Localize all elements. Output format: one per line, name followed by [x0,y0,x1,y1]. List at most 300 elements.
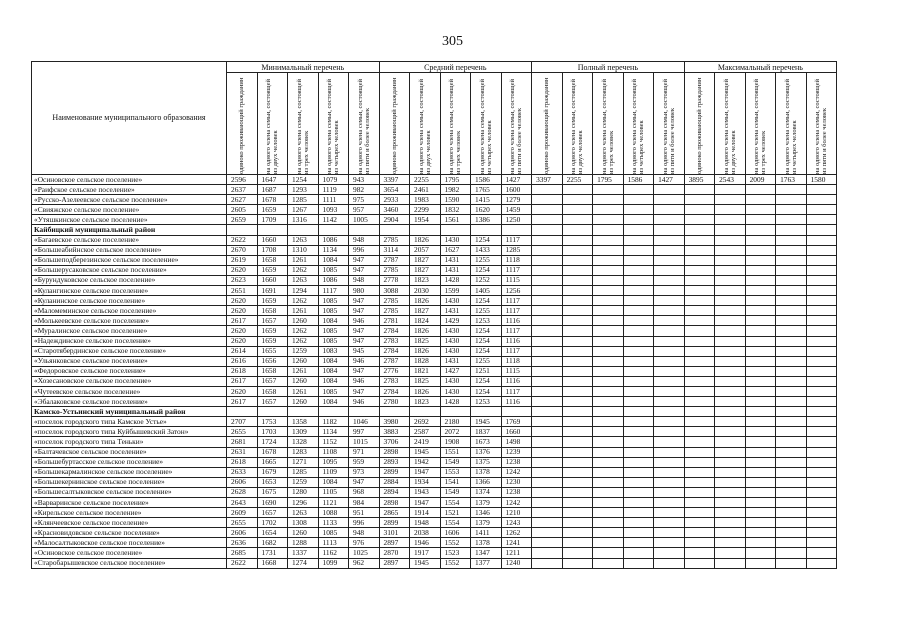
value-cell [776,316,807,326]
value-cell: 1709 [257,215,288,225]
table-row [32,296,837,306]
table-row [32,215,837,225]
value-cell [562,528,593,538]
value-cell [593,558,624,568]
value-cell [715,457,746,467]
table-row [32,336,837,346]
value-cell: 1827 [410,306,441,316]
value-cell: 2781 [379,316,410,326]
value-cell [562,185,593,195]
value-cell: 1586 [623,175,654,185]
value-cell: 1262 [288,326,319,336]
value-cell: 1379 [471,518,502,528]
value-cell: 1117 [501,235,532,245]
value-cell [684,366,715,376]
table-row [32,508,837,518]
value-cell: 1654 [257,528,288,538]
value-cell: 1599 [440,286,471,296]
value-cell [593,407,624,417]
value-cell [532,498,563,508]
value-cell: 2030 [410,286,441,296]
group-header-full: Полный перечень [532,62,685,73]
value-cell [562,215,593,225]
value-cell: 1251 [471,366,502,376]
value-cell [715,417,746,427]
value-cell [410,225,441,235]
value-cell [806,316,837,326]
value-cell [593,397,624,407]
value-cell: 1552 [440,558,471,568]
value-cell: 997 [349,427,380,437]
value-cell: 1552 [440,538,471,548]
value-cell [593,447,624,457]
value-cell [654,185,685,195]
value-cell: 1657 [257,376,288,386]
value-cell [532,296,563,306]
value-cell: 1308 [288,518,319,528]
subcolumn-header [440,73,471,175]
value-cell: 1947 [410,467,441,477]
value-cell [776,296,807,306]
value-cell [776,427,807,437]
value-cell [471,225,502,235]
value-cell: 1085 [318,306,349,316]
value-cell: 1687 [257,185,288,195]
value-cell: 1678 [257,447,288,457]
section-row [32,407,837,417]
value-cell: 2636 [227,538,258,548]
value-cell [684,477,715,487]
value-cell [318,407,349,417]
value-cell [715,275,746,285]
municipality-name: «Малосалтыковское сельское поселение» [32,538,227,548]
value-cell: 1255 [471,255,502,265]
value-cell [623,457,654,467]
value-cell: 1316 [288,215,319,225]
value-cell [562,417,593,427]
value-cell [806,245,837,255]
value-cell [562,427,593,437]
value-cell: 946 [349,356,380,366]
value-cell [684,275,715,285]
value-cell: 3654 [379,185,410,195]
value-cell: 1079 [318,175,349,185]
value-cell [379,407,410,417]
value-cell [684,185,715,195]
value-cell: 948 [349,235,380,245]
value-cell [623,518,654,528]
value-cell: 980 [349,286,380,296]
value-cell [745,346,776,356]
value-cell [532,205,563,215]
value-cell [654,528,685,538]
value-cell [776,225,807,235]
table-row [32,487,837,497]
value-cell: 2009 [745,175,776,185]
value-cell: 1702 [257,518,288,528]
value-cell: 1431 [440,265,471,275]
value-cell [623,467,654,477]
value-cell: 1254 [471,326,502,336]
value-cell: 1358 [288,417,319,427]
municipality-name: «Большеабийнское сельское поселение» [32,245,227,255]
value-cell: 1826 [410,386,441,396]
value-cell [593,518,624,528]
value-cell [776,306,807,316]
value-cell [623,427,654,437]
value-cell: 2904 [379,215,410,225]
value-cell [532,326,563,336]
value-cell: 947 [349,296,380,306]
table-row [32,467,837,477]
subcolumn-header-label: на одного члена семьи, состоящей из трех человек [600,79,615,174]
value-cell [623,417,654,427]
value-cell [501,225,532,235]
value-cell [562,306,593,316]
table-body [32,175,837,569]
value-cell: 2255 [562,175,593,185]
value-cell: 1459 [501,205,532,215]
value-cell: 1239 [501,447,532,457]
value-cell [745,265,776,275]
value-cell: 1263 [288,235,319,245]
value-cell [440,407,471,417]
value-cell: 1821 [410,366,441,376]
subcolumn-header-label: на одного члена семьи, состоящей из пяти и более человек [509,79,524,174]
subcolumn-header [257,73,288,175]
value-cell [745,225,776,235]
value-cell [715,528,746,538]
value-cell [593,286,624,296]
table-row [32,185,837,195]
subcolumn-header-label: на одного члена семьи, состоящей из пяти и более человек [661,79,676,174]
subcolumn-header-label: на одного члена семьи, состоящей из четырех человек [478,79,493,174]
value-cell [776,457,807,467]
value-cell: 962 [349,558,380,568]
value-cell [715,376,746,386]
value-cell [562,477,593,487]
value-cell: 1259 [288,346,319,356]
value-cell: 1083 [318,346,349,356]
value-cell [593,376,624,386]
value-cell: 2617 [227,316,258,326]
value-cell [715,397,746,407]
value-cell [745,296,776,306]
value-cell [715,447,746,457]
value-cell: 1133 [318,518,349,528]
value-cell [532,548,563,558]
value-cell: 1310 [288,245,319,255]
value-cell [776,376,807,386]
value-cell: 1261 [288,366,319,376]
municipality-name: «поселок городского типа Теньки» [32,437,227,447]
value-cell: 1285 [501,245,532,255]
value-cell [440,225,471,235]
value-cell: 1658 [257,386,288,396]
value-cell [776,195,807,205]
value-cell: 1116 [501,316,532,326]
value-cell: 1660 [257,275,288,285]
value-cell: 1267 [288,205,319,215]
subcolumn-header-label: одиноко проживающий гражданин [390,77,398,174]
value-cell [349,407,380,417]
value-cell [532,185,563,195]
value-cell: 946 [349,397,380,407]
value-cell: 2784 [379,386,410,396]
value-cell [562,195,593,205]
value-cell [593,366,624,376]
value-cell [806,346,837,356]
value-cell: 2783 [379,376,410,386]
value-cell [654,558,685,568]
value-cell [562,346,593,356]
value-cell [562,457,593,467]
value-cell [715,336,746,346]
value-cell [532,447,563,457]
value-cell [593,306,624,316]
subcolumn-header [745,73,776,175]
value-cell [410,407,441,417]
value-cell [715,487,746,497]
table-row [32,417,837,427]
value-cell [684,286,715,296]
value-cell: 2461 [410,185,441,195]
value-cell [532,215,563,225]
value-cell [593,296,624,306]
table-row [32,447,837,457]
value-cell [806,376,837,386]
municipality-name: «Русско-Азелеевское сельское поселение» [32,195,227,205]
value-cell: 1337 [288,548,319,558]
page-number: 305 [442,34,463,49]
value-cell: 1117 [501,326,532,336]
value-cell [745,528,776,538]
value-cell: 1117 [501,296,532,306]
value-cell [684,498,715,508]
value-cell [684,205,715,215]
municipality-name: «Варваринское сельское поселение» [32,498,227,508]
value-cell [501,407,532,417]
value-cell: 1116 [501,397,532,407]
value-cell: 2643 [227,498,258,508]
value-cell [745,235,776,245]
municipality-name: «Свияжское сельское поселение» [32,205,227,215]
value-cell [715,437,746,447]
value-cell: 1826 [410,326,441,336]
value-cell: 2619 [227,255,258,265]
value-cell [562,508,593,518]
value-cell [806,558,837,568]
value-cell [593,255,624,265]
value-cell [806,326,837,336]
value-cell: 996 [349,518,380,528]
table-row [32,538,837,548]
value-cell: 1211 [501,548,532,558]
value-cell [806,366,837,376]
value-cell: 2419 [410,437,441,447]
value-cell [806,386,837,396]
value-cell: 2543 [715,175,746,185]
value-cell [593,185,624,195]
value-cell [715,326,746,336]
value-cell: 2255 [410,175,441,185]
table-row [32,548,837,558]
value-cell [532,558,563,568]
value-cell: 1825 [410,336,441,346]
value-cell [745,286,776,296]
value-cell: 1659 [257,265,288,275]
value-cell: 1708 [257,245,288,255]
value-cell [623,487,654,497]
value-cell: 1823 [410,275,441,285]
table-row [32,437,837,447]
municipality-name: «Старобарышевское сельское поселение» [32,558,227,568]
value-cell: 1691 [257,286,288,296]
value-cell: 2622 [227,235,258,245]
value-cell: 1620 [471,205,502,215]
value-cell: 1378 [471,538,502,548]
value-cell [654,205,685,215]
value-cell [623,245,654,255]
value-cell [623,286,654,296]
value-cell [593,528,624,538]
value-cell [776,215,807,225]
value-cell: 1411 [471,528,502,538]
value-cell [715,205,746,215]
value-cell: 1084 [318,397,349,407]
value-cell [745,518,776,528]
value-cell: 1243 [501,518,532,528]
value-cell: 2898 [379,498,410,508]
value-cell [684,397,715,407]
value-cell: 2620 [227,386,258,396]
value-cell: 1261 [288,255,319,265]
value-cell [654,275,685,285]
value-cell: 1657 [257,508,288,518]
value-cell [776,366,807,376]
value-cell [806,235,837,245]
municipality-name: «Федоровское сельское поселение» [32,366,227,376]
value-cell: 1260 [288,528,319,538]
table-row [32,498,837,508]
value-cell [715,356,746,366]
value-cell [623,296,654,306]
value-cell: 2627 [227,195,258,205]
value-cell: 2787 [379,356,410,366]
value-cell [806,205,837,215]
value-cell: 2616 [227,356,258,366]
value-cell: 1117 [318,286,349,296]
value-cell [654,447,685,457]
value-cell: 1554 [440,498,471,508]
data-table [31,61,837,569]
value-cell [776,265,807,275]
value-cell [745,487,776,497]
value-cell [654,356,685,366]
value-cell [593,346,624,356]
value-cell: 2865 [379,508,410,518]
value-cell: 1658 [257,366,288,376]
value-cell [593,316,624,326]
table-row [32,558,837,568]
value-cell [593,275,624,285]
value-cell [745,498,776,508]
value-cell: 1947 [410,498,441,508]
value-cell [684,346,715,356]
value-cell: 1328 [288,437,319,447]
value-cell: 1908 [440,437,471,447]
value-cell [471,407,502,417]
value-cell: 1430 [440,336,471,346]
value-cell [745,407,776,417]
value-cell [684,356,715,366]
value-cell [593,548,624,558]
value-cell [654,397,685,407]
municipality-name: «Клянчеевское сельское поселение» [32,518,227,528]
value-cell [776,487,807,497]
value-cell: 1549 [440,487,471,497]
value-cell: 1580 [806,175,837,185]
value-cell: 1673 [471,437,502,447]
value-cell: 1657 [257,316,288,326]
value-cell: 1430 [440,346,471,356]
municipality-name: «Старотябердинское сельское поселение» [32,346,227,356]
value-cell: 1118 [501,255,532,265]
table-row [32,518,837,528]
value-cell [715,185,746,195]
value-cell [532,235,563,245]
value-cell: 1230 [501,477,532,487]
value-cell [562,437,593,447]
value-cell [623,548,654,558]
value-cell [562,366,593,376]
value-cell [623,356,654,366]
value-cell [745,326,776,336]
value-cell [776,275,807,285]
subcolumn-header-label: на одного члена семьи, состоящей из четырех человек [326,79,341,174]
value-cell [715,366,746,376]
value-cell: 1430 [440,326,471,336]
value-cell [806,185,837,195]
value-cell: 1256 [501,286,532,296]
value-cell [562,286,593,296]
value-cell [745,275,776,285]
value-cell: 1182 [318,417,349,427]
value-cell [776,205,807,215]
value-cell [623,275,654,285]
value-cell: 1946 [410,538,441,548]
value-cell [623,336,654,346]
value-cell [806,518,837,528]
value-cell: 1549 [440,457,471,467]
value-cell [654,508,685,518]
value-cell: 947 [349,326,380,336]
value-cell [684,316,715,326]
value-cell [562,376,593,386]
value-cell: 1374 [471,487,502,497]
value-cell [532,386,563,396]
value-cell [715,225,746,235]
value-cell [776,255,807,265]
value-cell [623,528,654,538]
value-cell [776,346,807,356]
value-cell: 2606 [227,528,258,538]
value-cell: 2898 [379,447,410,457]
value-cell [684,427,715,437]
value-cell [715,518,746,528]
value-cell: 2785 [379,306,410,316]
value-cell: 1376 [471,447,502,457]
